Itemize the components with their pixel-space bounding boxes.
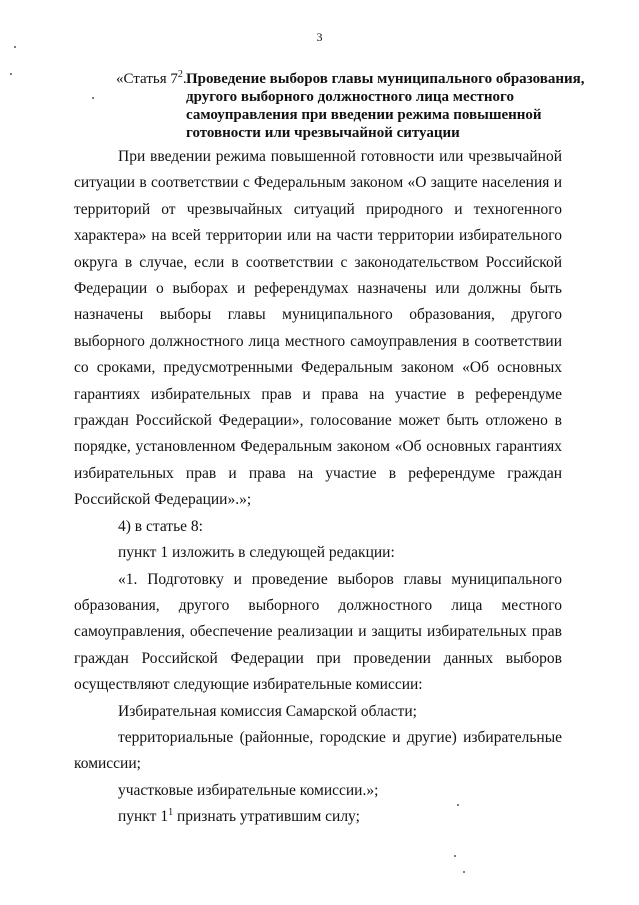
scan-speck	[463, 871, 465, 873]
scan-speck	[457, 804, 459, 806]
paragraph-5: Избирательная комиссия Самарской области;	[118, 702, 417, 720]
article-heading	[116, 70, 586, 142]
document-body	[74, 144, 562, 831]
scan-speck	[454, 855, 456, 857]
paragraph-3: пункт 1 изложить в следующей редакции:	[118, 544, 395, 562]
paragraph-8-start: пункт 1	[118, 808, 169, 826]
paragraph-1: При введении режима повышенной готовности или чрезвычайной ситуации в соответствии с Федеральным законом «О защите населения и территорий от чрезвычайных ситуаций природного и техногенного характера» на всей территории или на части территории избирательного округа в случае, если в соответствии с законодательством Российской Федерации о выборах и референдумах назначены или должны быть назначены выборы главы муниципального образования, другого выборного должностного лица местного самоуправления в соответствии со сроками, предусмотренными Федеральным законом «Об основных гарантиях избирательных прав и права на участие в референдуме граждан Российской Федерации», голосование может быть отложено в порядке, установленном Федеральным законом «Об основных гарантиях избирательных прав и права на участие в референдуме граждан Российской Федерации».»;	[74, 148, 562, 509]
scan-speck	[92, 97, 94, 99]
article-prefix-end: .	[182, 71, 187, 87]
paragraph-6: территориальные (районные, городские и другие) избирательные комиссии;	[74, 728, 562, 773]
paragraph-4: «1. Подготовку и проведение выборов главы муниципального образования, другого выборного должностного лица местного самоуправления, обеспечение реализации и защиты избирательных прав граждан Российской Федерации при проведении данных выборов осуществляют следующие избирательные комиссии:	[74, 570, 562, 694]
article-prefix: «Статья 7	[116, 71, 178, 87]
page-number: 3	[316, 30, 323, 44]
paragraph-2: 4) в статье 8:	[118, 517, 203, 535]
scan-speck	[10, 73, 12, 75]
paragraph-8	[74, 804, 562, 830]
article-title: Проведение выборов главы муниципального образования, другого выборного должностного лица местного самоуправления при введении режима повышенной готовности или чрезвычайной ситуации	[186, 71, 585, 141]
paragraph-8-end: признать утратившим силу;	[173, 808, 360, 826]
paragraph-7: участковые избирательные комиссии.»;	[118, 781, 379, 799]
article-superscript: 2	[177, 69, 183, 80]
scan-speck	[14, 46, 16, 48]
article-number	[116, 70, 187, 88]
paragraph-8-superscript: 1	[168, 807, 174, 818]
